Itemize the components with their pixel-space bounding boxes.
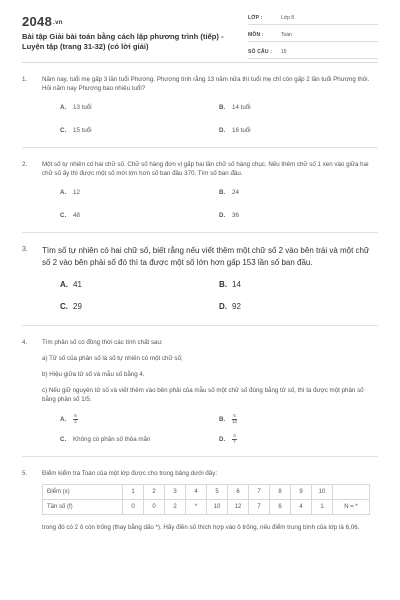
score-table xyxy=(42,484,370,515)
question-text: Tìm phân số có đồng thời các tính chất sau: xyxy=(42,339,163,346)
answer-option-d[interactable]: D. 92 xyxy=(219,302,241,311)
answer-option-b[interactable]: B. $\frac{5}{10}$ xyxy=(219,413,238,424)
question-text: Tìm số tự nhiên có hai chữ số, biết rằng nếu viết thêm một chữ số 2 vào bên trái và một chữ số 2 vào bên phải số đó thì ta được một số lớn hơn gấp 153 lần số ban đầu. xyxy=(42,246,370,267)
answer-options xyxy=(42,103,378,135)
answer-option-a[interactable]: A. 41 xyxy=(60,280,82,289)
table-row: Điểm (x) 1 2 3 4 5 6 7 8 9 10 xyxy=(43,485,370,500)
answer-option-a[interactable]: A. $\frac{6}{2}$ xyxy=(60,413,77,424)
question-text: Một số tự nhiên có hai chữ số. Chữ số hàng đơn vị gấp hai lần chữ số hàng chục. Nếu thêm chữ số 1 xen vào giữa hai chữ số ấy thì được một số mới lớn hơn số ban đầu 370. Tìm số ban đầu. xyxy=(42,161,369,177)
question-number: 5. xyxy=(22,470,28,477)
answer-option-b[interactable]: B. 14 xyxy=(219,280,241,289)
meta-value: Toán xyxy=(281,32,292,38)
meta-label: SỐ CÂU : xyxy=(248,49,273,55)
question-text-continued: trong đó có 2 ô còn trống (thay bằng dấu *). Hãy điền số thích hợp vào ô trống, nếu điểm trung bình của lớp là 6,06. xyxy=(42,524,360,531)
question-text: Năm nay, tuổi mẹ gấp 3 lần tuổi Phương. Phương tính rằng 13 năm nữa thì tuổi mẹ chỉ còn gấp 2 lần tuổi Phương thôi. Hỏi năm nay Phương bao nhiêu tuổi? xyxy=(42,76,370,92)
answer-option-a[interactable]: A. 13 tuổi xyxy=(60,104,92,111)
condition-b: b) Hiệu giữa tử số và mẫu số bằng 4. xyxy=(42,371,145,378)
answer-options xyxy=(42,279,378,313)
site-logo[interactable]: 2048.vn xyxy=(22,14,63,29)
answer-option-d[interactable]: D. 36 xyxy=(219,212,239,219)
header xyxy=(22,0,378,63)
answer-option-c[interactable]: C. 48 xyxy=(60,212,80,219)
fraction: $\frac{5}{10}$ xyxy=(232,413,238,424)
fraction: $\frac{3}{7}$ xyxy=(233,433,236,444)
question-number: 4. xyxy=(22,339,28,346)
divider xyxy=(22,147,378,148)
answer-options xyxy=(42,188,378,220)
answer-options xyxy=(42,414,378,444)
condition-c: c) Nếu giữ nguyên tử số và viết thêm vào bên phải của mẫu số một chữ số đúng bằng tử số, thì ta được một phân số bằng phân số 1/5. xyxy=(42,387,364,403)
answer-option-c[interactable]: C. Không có phân số thỏa mãn xyxy=(60,435,151,443)
answer-option-a[interactable]: A. 12 xyxy=(60,189,80,196)
answer-option-d[interactable]: D. $\frac{3}{7}$ xyxy=(219,433,236,444)
meta-label: LỚP : xyxy=(248,15,263,21)
meta-label: MÔN : xyxy=(248,32,264,38)
condition-a: a) Tử số của phân số là số tự nhiên có một chữ số; xyxy=(42,355,183,362)
divider xyxy=(22,325,378,326)
answer-option-b[interactable]: B. 14 tuổi xyxy=(219,104,251,111)
meta-value: Lớp 8 xyxy=(281,15,295,21)
question-text: Điểm kiểm tra Toán của một lớp được cho trong bảng dưới đây: xyxy=(42,470,218,477)
fraction: $\frac{6}{2}$ xyxy=(74,413,77,424)
question-5 xyxy=(22,469,378,532)
answer-option-b[interactable]: B. 24 xyxy=(219,189,239,196)
answer-option-c[interactable]: C. 15 tuổi xyxy=(60,127,92,134)
divider xyxy=(22,456,378,457)
meta-row-class xyxy=(248,12,378,25)
document-meta xyxy=(248,12,378,63)
question-4 xyxy=(22,338,378,444)
meta-value: 15 xyxy=(281,49,287,55)
answer-option-c[interactable]: C. 29 xyxy=(60,302,82,311)
table-row: Tần số (f) 0 0 2 * 10 12 7 6 4 1 N = * xyxy=(43,500,370,515)
answer-option-d[interactable]: D. 16 tuổi xyxy=(219,127,251,134)
question-number: 2. xyxy=(22,161,28,168)
question-2 xyxy=(22,160,378,220)
document-title: Bài tập Giải bài toán bằng cách lập phương trình (tiếp) - Luyện tập (trang 31-32) (có lời giải) xyxy=(22,32,224,51)
question-1 xyxy=(22,75,378,135)
question-number: 3. xyxy=(22,246,28,253)
meta-row-subject xyxy=(248,29,378,42)
meta-row-question-count xyxy=(248,46,378,59)
question-3 xyxy=(22,245,378,313)
question-number: 1. xyxy=(22,76,28,83)
divider xyxy=(22,232,378,233)
